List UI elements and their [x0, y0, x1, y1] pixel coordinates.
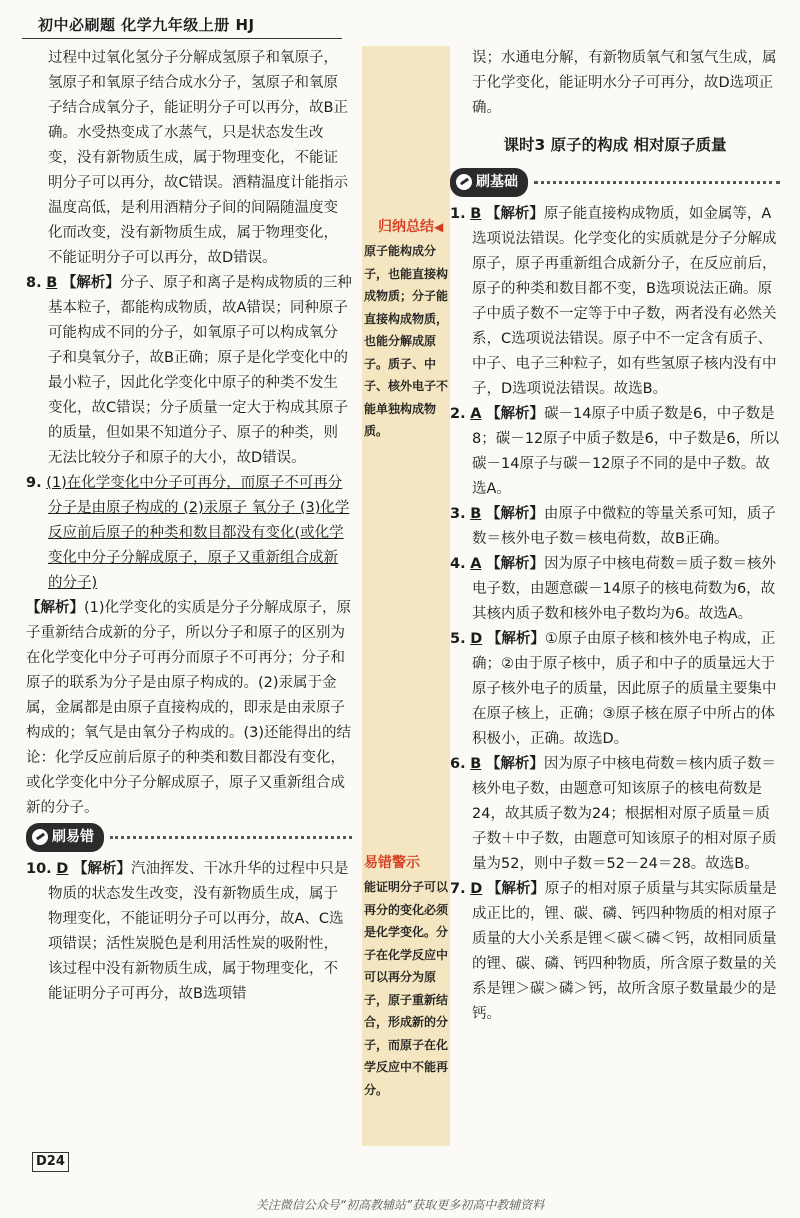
- answer-item-7: 7. D 【解析】原子的相对原子质量与其实际质量是成正比的，锂、碳、磷、钙四种物质的相对原子质量的大小关系是锂＜碳＜磷＜钙，故相同质量的锂、碳、磷、钙四种物质，所含原子数量的关系是锂＞碳＞磷＞钙，故所含原子数量最少的是钙。: [450, 881, 777, 1022]
- answer-list: [450, 202, 780, 1027]
- arrow-left-icon: ◀: [434, 220, 444, 234]
- pen-icon: [32, 829, 48, 845]
- running-header: 初中必刷题 化学九年级上册 HJ: [38, 16, 255, 34]
- right-column: [450, 46, 780, 1027]
- footer-note: 关注微信公众号“初高教辅站”获取更多初高中教辅资料: [255, 1198, 545, 1212]
- summary-note-title: 归纳总结◀: [378, 219, 444, 235]
- continued-text: 过程中过氧化氢分子分解成氢原子和氧原子，氢原子和氧原子结合成水分子，氢原子和氧原子结合成氧分子，能证明分子可以再分，故B正确。水受热变成了水蒸气，只是状态发生改变，没有新物质生成，属于物理变化，不能证明分子可以再分，故C错误。酒精温度计能指示温度高低，是利用酒精分子间的间隔随温度变化而改变，没有新物质生成，属于物理变化，不能证明分子可以再分，故D错误。: [48, 50, 349, 266]
- section-badge-mistakes: 刷易错: [26, 823, 352, 851]
- dotted-rule: [110, 836, 352, 839]
- answer-item-9: 9. (1)在化学变化中分子可再分，而原子不可再分 分子是由原子构成的 (2)汞原子 氧分子 (3)化学反应前后原子的种类和数目都没有变化(或化学变化中分子分解成原子，原子又重新组合成新的分子): [26, 475, 350, 591]
- analysis-9: 【解析】(1)化学变化的实质是分子分解成原子，原子重新结合成新的分子，所以分子和原子的区别为在化学变化中分子可再分而原子不可再分；分子和原子的联系为分子是由原子构成的。(2)汞属于金属，金属都是由原子直接构成的，即汞是由汞原子构成的；氧气是由氧分子构成的。(3)还能得出的结论：化学反应前后原子的种类和数目都没有变化，或化学变化中分子分解成原子，原子又重新组合成新的分子。: [26, 600, 352, 816]
- left-column: [26, 46, 352, 1007]
- dotted-rule: [534, 181, 780, 184]
- warning-note-body: 能证明分子可以再分的变化必须是化学变化。分子在化学反应中可以再分为原子，原子重新结合，形成新的分子，而原子在化学反应中不能再分。: [364, 880, 449, 1097]
- answer-item-5: 5. D 【解析】①原子由原子核和核外电子构成，正确；②由于原子核中，质子和中子的质量远大于原子核外电子的质量，因此原子的质量主要集中在原子核上，正确；③原子核在原子中所占的体积极小，正确。故选D。: [450, 631, 777, 747]
- pen-icon: [456, 174, 472, 190]
- answer-item-6: 6. B 【解析】因为原子中核电荷数＝核内质子数＝核外电子数，由题意可知该原子的核电荷数是24，故其质子数为24；根据相对原子质量＝质子数＋中子数，由题意可知该原子的相对原子质量为52，则中子数＝52－24＝28。故选B。: [450, 756, 777, 872]
- answer-item-10: 10. D 【解析】汽油挥发、干冰升华的过程中只是物质的状态发生改变，没有新物质生成，属于物理变化，不能证明分子可以再分，故A、C选项错误；活性炭脱色是利用活性炭的吸附性，该过程中没有新物质生成，属于物理变化，不能证明分子可再分，故B选项错: [26, 861, 349, 1002]
- continued-text-right: 误；水通电分解，有新物质氧气和氢气生成，属于化学变化，能证明水分子可再分，故D选项正确。: [472, 50, 777, 116]
- summary-note-body: 原子能构成分子，也能直接构成物质；分子能直接构成物质，也能分解成原子。质子、中子、核外电子不能单独构成物质。: [364, 244, 449, 438]
- answer-item-8: 8. B 【解析】分子、原子和离子是构成物质的三种基本粒子，都能构成物质，故A错误；同种原子可能构成不同的分子，如氧原子可以构成氧分子和臭氧分子，故B正确；原子是化学变化中的最小粒子，因此化学变化中原子的种类不发生变化，故C错误；分子质量一定大于构成其原子的质量，但如果不知道分子、原子的种类，则无法比较分子和原子的大小，故D错误。: [26, 275, 352, 466]
- answer-item-2: 2. A 【解析】碳－14原子中质子数是6，中子数是8；碳－12原子中质子数是6，中子数是6，所以碳－14原子与碳－12原子不同的是中子数。故选A。: [450, 406, 780, 497]
- lesson-title: 课时3 原子的构成 相对原子质量: [503, 136, 727, 154]
- answer-item-4: 4. A 【解析】因为原子中核电荷数＝质子数＝核外电子数，由题意碳－14原子的核电荷数为6，故其核内质子数和核外电子数均为6。故选A。: [450, 556, 777, 622]
- answer-item-3: 3. B 【解析】由原子中微粒的等量关系可知，质子数＝核外电子数＝核电荷数，故B正确。: [450, 506, 776, 547]
- section-badge-basics: 刷基础: [450, 168, 780, 196]
- warning-note-title: 易错警示: [364, 855, 420, 871]
- header-rule: [22, 38, 342, 39]
- answer-item-1: 1. B 【解析】原子能直接构成物质，如金属等，A选项说法错误。化学变化的实质就是分子分解成原子，原子再重新组合成新分子，在反应前后，原子的种类和数目都不变，B选项说法正确。原子中质子数不一定等于中子数，两者没有必然关系，C选项说法错误。原子中不一定含有质子、中子、电子三种粒子，如有些氢原子核内没有中子，D选项说法错误。故选B。: [450, 206, 777, 397]
- page-number: D24: [32, 1152, 69, 1172]
